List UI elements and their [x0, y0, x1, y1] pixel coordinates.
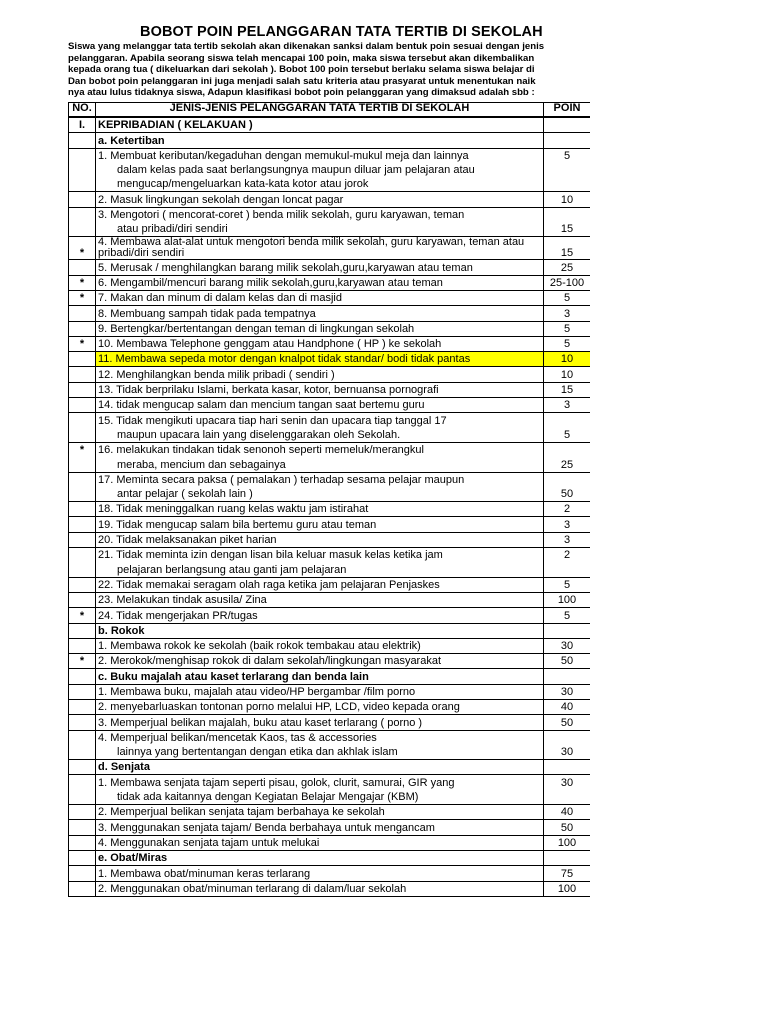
table-row — [69, 306, 591, 321]
row-points-cell — [544, 207, 591, 222]
row-number-cell — [69, 669, 96, 684]
row-points-cell: 30 — [544, 684, 591, 699]
table-row — [69, 881, 591, 896]
row-number-cell — [69, 775, 96, 790]
row-description-cell: 1. Membuat keributan/kegaduhan dengan memukul-mukul meja dan lainnya — [96, 148, 544, 163]
row-points-cell — [544, 133, 591, 148]
table-header-row — [69, 103, 591, 118]
row-description-cell: 13. Tidak berprilaku Islami, berkata kasar, kotor, bernuansa pornografi — [96, 382, 544, 397]
table-row — [69, 457, 591, 472]
row-points-cell: 5 — [544, 290, 591, 305]
table-row — [69, 207, 591, 222]
row-number-cell — [69, 367, 96, 382]
row-number-cell — [69, 177, 96, 192]
table-row — [69, 517, 591, 532]
row-points-cell: 25 — [544, 260, 591, 275]
row-points-cell: 2 — [544, 502, 591, 517]
row-points-cell — [544, 790, 591, 805]
table-row — [69, 850, 591, 865]
row-number-cell: * — [69, 654, 96, 669]
table-row — [69, 715, 591, 730]
row-number-cell — [69, 260, 96, 275]
table-row — [69, 148, 591, 163]
table-row — [69, 398, 591, 413]
row-description-cell: 14. tidak mengucap salam dan mencium tangan saat bertemu guru — [96, 398, 544, 413]
row-description-cell: b. Rokok — [96, 623, 544, 638]
table-row — [69, 638, 591, 653]
row-points-cell — [544, 623, 591, 638]
row-number-cell — [69, 457, 96, 472]
row-points-cell — [544, 177, 591, 192]
row-description-cell: c. Buku majalah atau kaset terlarang dan benda lain — [96, 669, 544, 684]
row-description-cell: KEPRIBADIAN ( KELAKUAN ) — [96, 117, 544, 133]
row-description-cell: 22. Tidak memakai seragam olah raga ketika jam pelajaran Penjaskes — [96, 577, 544, 592]
row-points-cell: 25 — [544, 457, 591, 472]
row-number-cell — [69, 715, 96, 730]
row-description-cell: 23. Melakukan tindak asusila/ Zina — [96, 592, 544, 607]
table-row — [69, 835, 591, 850]
row-description-cell: 6. Mengambil/mencuri barang milik sekolah,guru,karyawan atau teman — [96, 275, 544, 290]
row-number-cell — [69, 413, 96, 428]
row-points-cell: 3 — [544, 532, 591, 547]
row-description-cell: 1. Membawa obat/minuman keras terlarang — [96, 866, 544, 881]
row-description-cell: tidak ada kaitannya dengan Kegiatan Belajar Mengajar (KBM) — [96, 790, 544, 805]
table-row — [69, 117, 591, 133]
header-description: JENIS-JENIS PELANGGARAN TATA TERTIB DI SEKOLAH — [96, 103, 544, 118]
table-row — [69, 866, 591, 881]
row-points-cell — [544, 730, 591, 745]
row-number-cell — [69, 820, 96, 835]
row-description-cell: 21. Tidak meminta izin dengan lisan bila keluar masuk kelas ketika jam — [96, 548, 544, 563]
row-points-cell: 3 — [544, 517, 591, 532]
table-row — [69, 260, 591, 275]
row-description-cell: 20. Tidak melaksanakan piket harian — [96, 532, 544, 547]
table-row — [69, 442, 591, 457]
row-description-cell: d. Senjata — [96, 760, 544, 775]
row-number-cell — [69, 487, 96, 502]
row-points-cell: 15 — [544, 237, 591, 260]
row-number-cell — [69, 222, 96, 237]
row-description-cell: 19. Tidak mengucap salam bila bertemu guru atau teman — [96, 517, 544, 532]
row-number-cell — [69, 638, 96, 653]
row-number-cell — [69, 835, 96, 850]
row-points-cell: 5 — [544, 577, 591, 592]
row-number-cell — [69, 866, 96, 881]
row-description-cell: 4. Memperjual belikan/mencetak Kaos, tas & accessories — [96, 730, 544, 745]
table-row — [69, 367, 591, 382]
intro-line: pelanggaran. Apabila seorang siswa telah mencapai 100 poin, maka siswa tersebut akan dikembalikan — [68, 52, 535, 64]
row-description-cell: antar pelajar ( sekolah lain ) — [96, 487, 544, 502]
header-points: POIN — [544, 103, 591, 118]
row-number-cell — [69, 805, 96, 820]
table-row — [69, 760, 591, 775]
table-row — [69, 790, 591, 805]
row-number-cell — [69, 699, 96, 714]
row-description-cell: 3. Menggunakan senjata tajam/ Benda berbahaya untuk mengancam — [96, 820, 544, 835]
row-number-cell — [69, 192, 96, 207]
row-number-cell — [69, 730, 96, 745]
row-points-cell: 10 — [544, 367, 591, 382]
table-row — [69, 820, 591, 835]
row-points-cell: 30 — [544, 775, 591, 790]
row-description-cell: 2. Menggunakan obat/minuman terlarang di dalam/luar sekolah — [96, 881, 544, 896]
row-description-cell: 7. Makan dan minum di dalam kelas dan di masjid — [96, 290, 544, 305]
row-description-cell: 11. Membawa sepeda motor dengan knalpot tidak standar/ bodi tidak pantas — [96, 352, 544, 367]
row-number-cell: * — [69, 442, 96, 457]
row-number-cell — [69, 502, 96, 517]
row-description-cell: 4. Menggunakan senjata tajam untuk melukai — [96, 835, 544, 850]
row-description-cell: 15. Tidak mengikuti upacara tiap hari senin dan upacara tiap tanggal 17 — [96, 413, 544, 428]
row-description-cell: 16. melakukan tindakan tidak senonoh seperti memeluk/merangkul — [96, 442, 544, 457]
row-description-cell: 4. Membawa alat-alat untuk mengotori benda milik sekolah, guru karyawan, teman atau pribadi/diri sendiri — [96, 237, 544, 260]
row-number-cell — [69, 592, 96, 607]
row-points-cell: 100 — [544, 835, 591, 850]
table-row — [69, 336, 591, 351]
row-number-cell: * — [69, 275, 96, 290]
row-description-cell: e. Obat/Miras — [96, 850, 544, 865]
row-description-cell: 10. Membawa Telephone genggam atau Handphone ( HP ) ke sekolah — [96, 336, 544, 351]
row-description-cell: 24. Tidak mengerjakan PR/tugas — [96, 608, 544, 623]
row-number-cell — [69, 163, 96, 177]
table-row — [69, 275, 591, 290]
row-description-cell: 2. Merokok/menghisap rokok di dalam sekolah/lingkungan masyarakat — [96, 654, 544, 669]
row-description-cell: 12. Menghilangkan benda milik pribadi ( sendiri ) — [96, 367, 544, 382]
row-number-cell — [69, 850, 96, 865]
row-number-cell — [69, 623, 96, 638]
row-points-cell: 40 — [544, 699, 591, 714]
table-row — [69, 592, 591, 607]
row-number-cell — [69, 398, 96, 413]
row-description-cell: 8. Membuang sampah tidak pada tempatnya — [96, 306, 544, 321]
row-number-cell — [69, 790, 96, 805]
row-description-cell: dalam kelas pada saat berlangsungnya maupun diluar jam pelajaran atau — [96, 163, 544, 177]
table-row — [69, 623, 591, 638]
row-points-cell: 50 — [544, 715, 591, 730]
row-points-cell — [544, 562, 591, 577]
row-number-cell: * — [69, 290, 96, 305]
row-number-cell — [69, 760, 96, 775]
row-number-cell: * — [69, 336, 96, 351]
row-points-cell: 15 — [544, 382, 591, 397]
row-points-cell — [544, 760, 591, 775]
table-row — [69, 684, 591, 699]
row-description-cell: 1. Membawa buku, majalah atau video/HP bergambar /film porno — [96, 684, 544, 699]
row-points-cell: 5 — [544, 608, 591, 623]
table-row — [69, 472, 591, 487]
row-points-cell — [544, 850, 591, 865]
row-number-cell — [69, 428, 96, 443]
row-number-cell — [69, 577, 96, 592]
table-row — [69, 577, 591, 592]
row-points-cell — [544, 472, 591, 487]
row-number-cell — [69, 207, 96, 222]
row-description-cell: meraba, mencium dan sebagainya — [96, 457, 544, 472]
row-points-cell: 50 — [544, 487, 591, 502]
table-row — [69, 192, 591, 207]
row-points-cell: 2 — [544, 548, 591, 563]
table-row — [69, 730, 591, 745]
row-number-cell: * — [69, 237, 96, 260]
row-number-cell — [69, 382, 96, 397]
row-points-cell: 5 — [544, 428, 591, 443]
row-number-cell: * — [69, 608, 96, 623]
table-row — [69, 133, 591, 148]
row-description-cell: atau pribadi/diri sendiri — [96, 222, 544, 237]
row-number-cell — [69, 148, 96, 163]
row-description-cell: maupun upacara lain yang diselenggarakan oleh Sekolah. — [96, 428, 544, 443]
row-points-cell — [544, 442, 591, 457]
row-points-cell: 3 — [544, 398, 591, 413]
violation-points-table — [68, 102, 590, 897]
table-row — [69, 487, 591, 502]
table-row — [69, 428, 591, 443]
row-description-cell: 2. menyebarluaskan tontonan porno melalui HP, LCD, video kepada orang — [96, 699, 544, 714]
row-points-cell: 40 — [544, 805, 591, 820]
row-points-cell — [544, 117, 591, 133]
table-row — [69, 352, 591, 367]
row-points-cell: 50 — [544, 820, 591, 835]
row-description-cell: 18. Tidak meninggalkan ruang kelas waktu jam istirahat — [96, 502, 544, 517]
row-points-cell: 5 — [544, 336, 591, 351]
table-row — [69, 548, 591, 563]
row-description-cell: a. Ketertiban — [96, 133, 544, 148]
row-number-cell — [69, 745, 96, 760]
table-row — [69, 562, 591, 577]
table-row — [69, 775, 591, 790]
row-number-cell — [69, 133, 96, 148]
document-sheet — [68, 0, 590, 1024]
row-description-cell: mengucap/mengeluarkan kata-kata kotor atau jorok — [96, 177, 544, 192]
header-no: NO. — [69, 103, 96, 118]
row-number-cell — [69, 562, 96, 577]
row-points-cell: 15 — [544, 222, 591, 237]
row-number-cell — [69, 881, 96, 896]
row-description-cell: 3. Mengotori ( mencorat-coret ) benda milik sekolah, guru karyawan, teman — [96, 207, 544, 222]
table-row — [69, 163, 591, 177]
intro-paragraph — [68, 41, 590, 99]
table-row — [69, 745, 591, 760]
table-row — [69, 502, 591, 517]
row-points-cell: 10 — [544, 192, 591, 207]
row-description-cell: 1. Membawa rokok ke sekolah (baik rokok tembakau atau elektrik) — [96, 638, 544, 653]
row-points-cell: 75 — [544, 866, 591, 881]
row-description-cell: 1. Membawa senjata tajam seperti pisau, golok, clurit, samurai, GIR yang — [96, 775, 544, 790]
row-description-cell: 2. Memperjual belikan senjata tajam berbahaya ke sekolah — [96, 805, 544, 820]
row-points-cell: 30 — [544, 638, 591, 653]
intro-line: nya atau lulus tidaknya siswa, Adapun klasifikasi bobot poin pelanggaran yang dimaksud adalah sbb : — [68, 87, 535, 99]
row-points-cell: 30 — [544, 745, 591, 760]
table-row — [69, 669, 591, 684]
table-row — [69, 608, 591, 623]
row-number-cell: I. — [69, 117, 96, 133]
row-number-cell — [69, 517, 96, 532]
table-row — [69, 222, 591, 237]
table-row — [69, 382, 591, 397]
intro-line: kepada orang tua ( dikeluarkan dari sekolah ). Bobot 100 poin tersebut berlaku selama siswa belajar di — [68, 64, 535, 76]
row-number-cell — [69, 532, 96, 547]
table-row — [69, 177, 591, 192]
table-row — [69, 321, 591, 336]
row-description-cell: 9. Bertengkar/bertentangan dengan teman di lingkungan sekolah — [96, 321, 544, 336]
row-points-cell: 3 — [544, 306, 591, 321]
row-description-cell: 3. Memperjual belikan majalah, buku atau kaset terlarang ( porno ) — [96, 715, 544, 730]
row-points-cell: 10 — [544, 352, 591, 367]
table-row — [69, 237, 591, 260]
row-number-cell — [69, 684, 96, 699]
row-points-cell — [544, 413, 591, 428]
table-row — [69, 805, 591, 820]
row-number-cell — [69, 472, 96, 487]
intro-line: Siswa yang melanggar tata tertib sekolah akan dikenakan sanksi dalam bentuk poin sesuai dengan jenis — [68, 41, 545, 52]
row-description-cell: pelajaran berlangsung atau ganti jam pelajaran — [96, 562, 544, 577]
row-points-cell — [544, 163, 591, 177]
table-row — [69, 413, 591, 428]
row-points-cell: 5 — [544, 148, 591, 163]
row-number-cell — [69, 548, 96, 563]
row-points-cell — [544, 669, 591, 684]
row-points-cell: 5 — [544, 321, 591, 336]
row-description-cell: 2. Masuk lingkungan sekolah dengan loncat pagar — [96, 192, 544, 207]
row-number-cell — [69, 306, 96, 321]
row-points-cell: 100 — [544, 592, 591, 607]
row-description-cell: 17. Meminta secara paksa ( pemalakan ) terhadap sesama pelajar maupun — [96, 472, 544, 487]
page-title: BOBOT POIN PELANGGARAN TATA TERTIB DI SEKOLAH — [140, 24, 543, 40]
table-row — [69, 654, 591, 669]
row-number-cell — [69, 321, 96, 336]
intro-line: Dan bobot poin pelanggaran ini juga menjadi salah satu kriteria atau prasyarat untuk menentukan naik — [68, 75, 536, 87]
row-points-cell: 50 — [544, 654, 591, 669]
row-points-cell: 100 — [544, 881, 591, 896]
table-row — [69, 699, 591, 714]
table-row — [69, 290, 591, 305]
row-points-cell: 25-100 — [544, 275, 591, 290]
table-row — [69, 532, 591, 547]
row-description-cell: lainnya yang bertentangan dengan etika dan akhlak islam — [96, 745, 544, 760]
row-description-cell: 5. Merusak / menghilangkan barang milik sekolah,guru,karyawan atau teman — [96, 260, 544, 275]
row-number-cell — [69, 352, 96, 367]
